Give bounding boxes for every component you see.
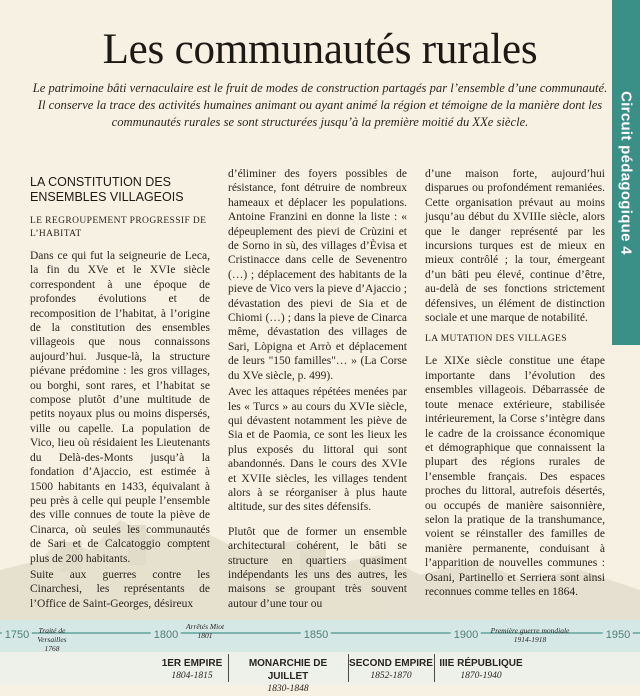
subsection-heading: LA MUTATION DES VILLAGES (425, 334, 567, 345)
year-tick: 1900 (451, 629, 481, 641)
side-tab (612, 0, 640, 345)
timeline-event: Traité de Versailles 1768 (37, 626, 67, 653)
page-title: Les communautés rurales (102, 26, 538, 73)
year-tick: 1950 (603, 629, 633, 641)
year-tick: 1800 (151, 629, 181, 641)
paragraph: d’une maison forte, aujourd’hui disparues ou profondément remaniées. Cette organisation prévaut au moins jusqu’au début du XVIIIe siècle, alors que le danger représenté par les incursions turques est de mieux en mieux contrôlé ; la tour, émergeant d’un bâti peu élevé, continue d’être, au-delà de ses fonctions strictement défensives, un élément de distinction sociale et une marque de notabilité. (425, 168, 605, 325)
column-2 (228, 167, 407, 611)
year-tick: 1750 (2, 629, 32, 641)
column-1 (30, 167, 210, 611)
timeline (0, 620, 640, 694)
timeline-event: Arrêtés Miot 1801 (185, 622, 225, 640)
paragraph: Le XIXe siècle constitue une étape importante dans l’évolution des ensembles villageois. Débarrassée de toute menace extérieure, stabilisée intérieurement, la Corse s’intègre dans le cadre de la croissance économique et démographique que connaissent la plupart des régions rurales de l’ensemble français. Des espaces proches du littoral, autrefois désertés, ou occupés de manière saisonnière, selon la pratique de la transhumance, voient se réinstaller des familles de manière permanente, conduisant à l’apparition de nouvelles communes : Osani, Partinello et Serriera sont ainsi reconnues comme telles en 1864. (425, 355, 605, 598)
side-tab-label: Circuit pédagogique 4 (617, 90, 635, 255)
paragraph: Dans ce qui fut la seigneurie de Leca, la fin du XVe et le XVIe siècle correspondent à une époque de profondes évolutions et de recomposition de l’habitat, à l’origine de la constitution des ensembles villageois que nous connaissons aujourd’hui. Jusque-là, la structure piévane prédomine : les gros villages, ou borghi, sont rares, et l’habitat se compose plutôt d’une multitude de petits noyaux plus ou moins dispersés, ville ou capelle. La population de Vico, lieu où résidaient les Lieutenants du Delà-des-Monts jusqu’à la fondation d’Ajaccio, est estimée à 1500 habitants en 1433, équivalant à peu près à celle qui peuple l’ensemble des ville connues de toute la piève de Cinarca, où seules les communautés de Sari et de Calcatoggio comptent plus de 200 habitants. (30, 250, 210, 565)
regime-monarchie: MONARCHIE DE JUILLET 1830-1848 (248, 658, 328, 694)
paragraph: Avec les attaques répétées menées par les « Turcs » au cours du XVIe siècle, qui dévastent notamment les piève de Sia et de Paomia, ce sont les lieux les plus exposés du littoral qui sont abandonnés. Dans le cours des XVIe et XVIIe siècles, les villages tendent alors à se réorganiser à plus haute altitude, sur des sites défensifs. (228, 386, 407, 514)
timeline-event: Première guerre mondiale 1914-1918 (490, 626, 570, 644)
year-tick: 1850 (301, 629, 331, 641)
paragraph: Plutôt que de former un ensemble architectural cohérent, le bâti se structure en quartiers quasiment indépendants les uns des autres, les maisons se groupant très souvent autour d’une tour ou (228, 525, 407, 610)
section-heading: LA CONSTITUTION DES ENSEMBLES VILLAGEOIS (30, 175, 184, 204)
paragraph: Suite aux guerres contre les Cinarchesi, les représentants de l’Office de Saint-Georges, désireux (30, 568, 210, 610)
paragraph: d’éliminer des foyers possibles de résistance, font détruire de nombreux hameaux et déplacer les populations. Antoine Franzini en donne la liste : « dépeuplement des pievi de Crùzini et de Sorno in sù, des villages d’Èvisa et Cristinacce dans celle de Sevenentro (…) ; déplacement des habitants de la pieve de Vico vers la pieve d’Ajaccio ; dévastation des pievi de Sia et de Chiomi (…) ; dans la pieve de Cinarca même, dévastation des villages de Sari, Lòpigna et Arrò et déplacement de leurs "150 familles"… » (La Corse du XVe siècle, p. 499). (228, 168, 407, 382)
regime-iiie-republique: IIIE RÉPUBLIQUE 1870-1940 (439, 658, 523, 681)
regime-1er-empire: 1ER EMPIRE 1804-1815 (161, 658, 223, 681)
column-3 (425, 167, 605, 599)
regime-second-empire: SECOND EMPIRE 1852-1870 (349, 658, 433, 681)
intro-paragraph: Le patrimoine bâti vernaculaire est le fruit de modes de construction partagés par l’ensemble d’une communauté. Il conserve la trace des activités humaines animant ou ayant animé la région et témoigne de la manière dont les communautés rurales se sont structurées jusqu’à la première moitié du XXe siècle. (32, 81, 608, 129)
subsection-heading: LE REGROUPEMENT PROGRESSIF DE L’HABITAT (30, 216, 207, 239)
